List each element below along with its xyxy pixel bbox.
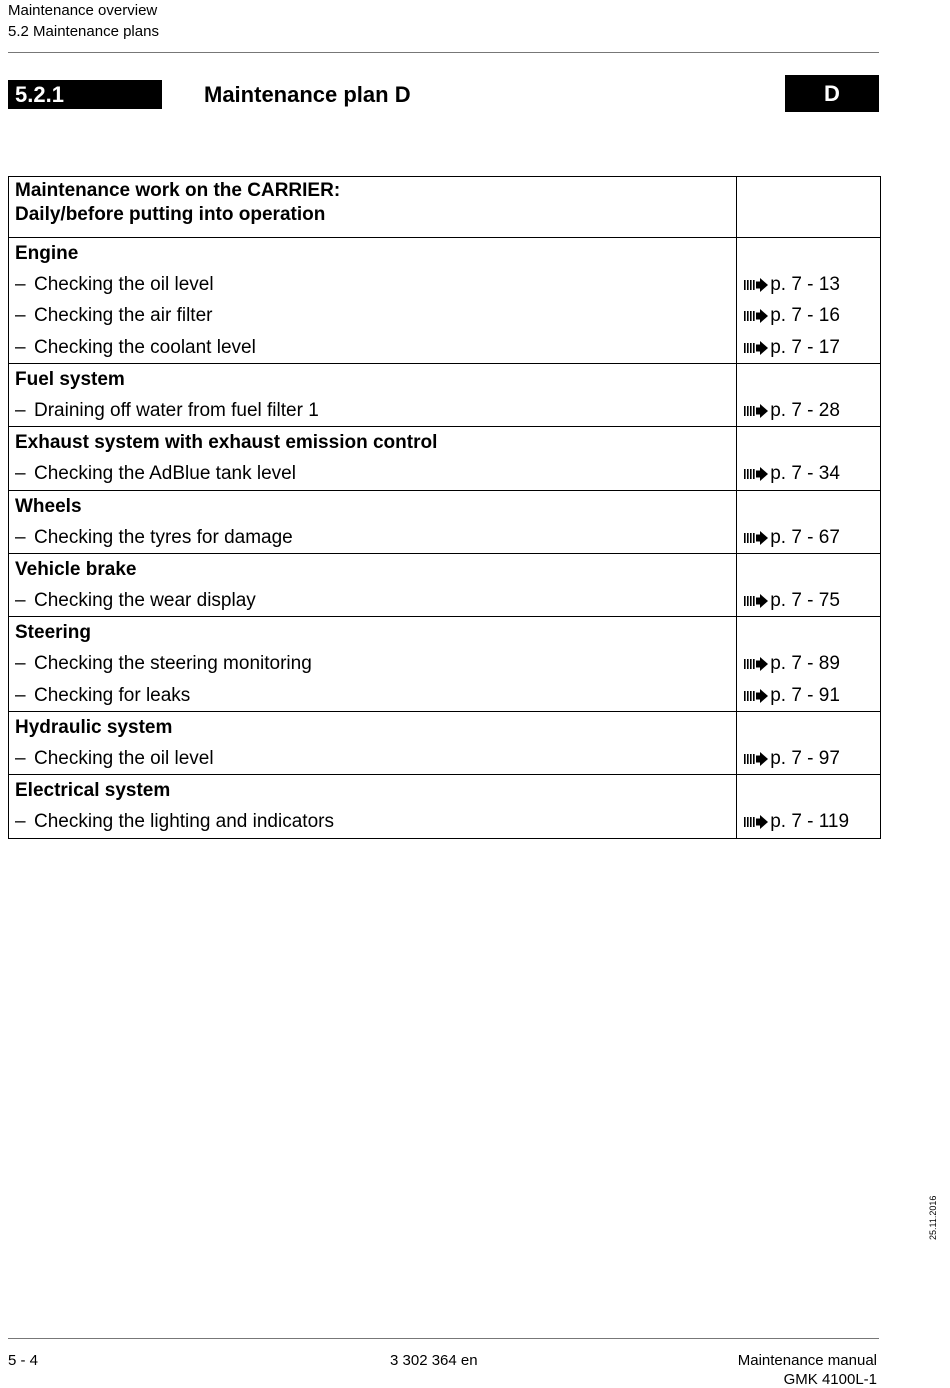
reference-arrow-icon xyxy=(744,309,770,323)
page-reference-text: p. 7 - 91 xyxy=(770,684,840,706)
manual-title: Maintenance manual xyxy=(737,1352,877,1369)
task-item-text: Checking the oil level xyxy=(34,748,214,769)
task-item-text: Checking the lighting and indicators xyxy=(34,811,334,833)
task-item-text: Checking for leaks xyxy=(34,684,191,706)
reference-arrow-icon xyxy=(744,531,770,545)
page-reference xyxy=(737,743,880,774)
task-item xyxy=(9,648,736,679)
section-number: 5.2.1 xyxy=(8,80,162,109)
task-item-text: Checking the coolant level xyxy=(34,336,256,358)
page-reference-text: p. 7 - 16 xyxy=(770,305,840,327)
reference-arrow-icon xyxy=(744,467,770,481)
dash-bullet: – xyxy=(15,336,26,358)
page-reference xyxy=(737,648,880,679)
table-header-ref-cell xyxy=(737,177,881,238)
page-reference-text: p. 7 - 67 xyxy=(770,526,840,548)
task-cell xyxy=(9,363,737,426)
reference-arrow-icon xyxy=(744,341,770,355)
table-row xyxy=(9,711,881,774)
table-header-cell xyxy=(9,177,737,238)
page-reference xyxy=(737,269,880,300)
task-item-text: Checking the oil level xyxy=(34,274,214,296)
page-reference-text: p. 7 - 13 xyxy=(770,274,840,296)
reference-cell xyxy=(737,427,881,490)
task-cell xyxy=(9,711,737,774)
reference-cell xyxy=(737,363,881,426)
table-row xyxy=(9,775,881,838)
section-subtitle: 5.2 Maintenance plans xyxy=(8,23,159,40)
page-reference-text: p. 7 - 28 xyxy=(770,399,840,421)
task-cell xyxy=(9,490,737,553)
reference-spacer xyxy=(737,491,880,522)
group-title: Electrical system xyxy=(15,780,171,802)
reference-arrow-icon xyxy=(744,752,770,766)
page-reference-text: p. 7 - 89 xyxy=(770,653,840,675)
dash-bullet: – xyxy=(15,274,26,296)
page-reference-text: p. 7 - 75 xyxy=(770,590,840,612)
dash-bullet: – xyxy=(15,305,26,327)
task-cell xyxy=(9,617,737,712)
task-cell xyxy=(9,775,737,838)
task-item xyxy=(9,743,736,774)
chapter-title: Maintenance overview xyxy=(8,2,158,19)
document-number: 3 302 364 en xyxy=(390,1352,478,1369)
task-item xyxy=(9,806,736,837)
task-item xyxy=(9,332,736,363)
page-reference-text: p. 7 - 17 xyxy=(770,336,840,358)
reference-spacer xyxy=(737,617,880,648)
reference-spacer xyxy=(737,775,880,806)
task-item-text: Checking the air filter xyxy=(34,305,213,327)
page-reference xyxy=(737,680,880,711)
reference-arrow-icon xyxy=(744,404,770,418)
footer-divider xyxy=(8,1338,879,1339)
dash-bullet: – xyxy=(15,463,26,485)
reference-cell xyxy=(737,711,881,774)
task-item-text: Checking the tyres for damage xyxy=(34,526,293,548)
table-row xyxy=(9,617,881,712)
page-reference-text: p. 7 - 34 xyxy=(770,463,840,485)
dash-bullet: – xyxy=(15,811,26,833)
plan-letter-badge: D xyxy=(785,75,879,112)
reference-spacer xyxy=(737,238,880,269)
reference-arrow-icon xyxy=(744,689,770,703)
task-cell xyxy=(9,427,737,490)
task-item-text: Draining off water from fuel filter 1 xyxy=(34,399,319,421)
task-item xyxy=(9,522,736,553)
table-row xyxy=(9,238,881,364)
page-reference-text: p. 7 - 97 xyxy=(770,748,840,769)
page-reference xyxy=(737,332,880,363)
task-item xyxy=(9,269,736,300)
reference-cell xyxy=(737,238,881,364)
reference-spacer xyxy=(737,364,880,395)
dash-bullet: – xyxy=(15,590,26,612)
side-date: 25.11.2016 xyxy=(928,1195,938,1240)
reference-arrow-icon xyxy=(744,594,770,608)
reference-arrow-icon xyxy=(744,278,770,292)
table-row xyxy=(9,363,881,426)
group-title: Steering xyxy=(15,622,92,644)
dash-bullet: – xyxy=(15,748,26,769)
reference-cell xyxy=(737,490,881,553)
reference-spacer xyxy=(737,712,880,743)
task-cell xyxy=(9,238,737,364)
group-title: Hydraulic system xyxy=(15,716,173,738)
table-header-line1: Maintenance work on the CARRIER: xyxy=(15,180,341,201)
reference-spacer xyxy=(737,554,880,585)
task-item xyxy=(9,300,736,331)
table-row xyxy=(9,427,881,490)
task-item-text: Checking the AdBlue tank level xyxy=(34,463,296,485)
page-reference xyxy=(737,585,880,616)
task-item xyxy=(9,458,736,489)
page-reference xyxy=(737,395,880,426)
group-title: Wheels xyxy=(15,495,82,517)
maintenance-table xyxy=(8,176,881,839)
header-divider xyxy=(8,52,879,53)
dash-bullet: – xyxy=(15,399,26,421)
table-header-row xyxy=(9,177,881,238)
model-name: GMK 4100L-1 xyxy=(783,1371,877,1388)
page-reference xyxy=(737,458,880,489)
table-row xyxy=(9,490,881,553)
page-number: 5 - 4 xyxy=(8,1352,39,1369)
page-reference-text: p. 7 - 119 xyxy=(770,811,850,833)
task-item xyxy=(9,680,736,711)
table-header-line2: Daily/before putting into operation xyxy=(15,204,326,225)
page-reference xyxy=(737,522,880,553)
task-cell xyxy=(9,553,737,616)
dash-bullet: – xyxy=(15,684,26,706)
reference-cell xyxy=(737,553,881,616)
task-item xyxy=(9,585,736,616)
group-title: Exhaust system with exhaust emission control xyxy=(15,432,438,454)
section-title: Maintenance plan D xyxy=(204,82,411,107)
reference-cell xyxy=(737,775,881,838)
reference-arrow-icon xyxy=(744,657,770,671)
reference-arrow-icon xyxy=(744,815,770,829)
reference-spacer xyxy=(737,427,880,458)
table-row xyxy=(9,553,881,616)
page-reference xyxy=(737,806,880,837)
group-title: Vehicle brake xyxy=(15,558,137,580)
page-reference xyxy=(737,300,880,331)
task-item-text: Checking the wear display xyxy=(34,590,256,612)
dash-bullet: – xyxy=(15,653,26,675)
reference-cell xyxy=(737,617,881,712)
dash-bullet: – xyxy=(15,526,26,548)
task-item-text: Checking the steering monitoring xyxy=(34,653,312,675)
group-title: Engine xyxy=(15,243,79,264)
task-item xyxy=(9,395,736,426)
group-title: Fuel system xyxy=(15,368,125,390)
